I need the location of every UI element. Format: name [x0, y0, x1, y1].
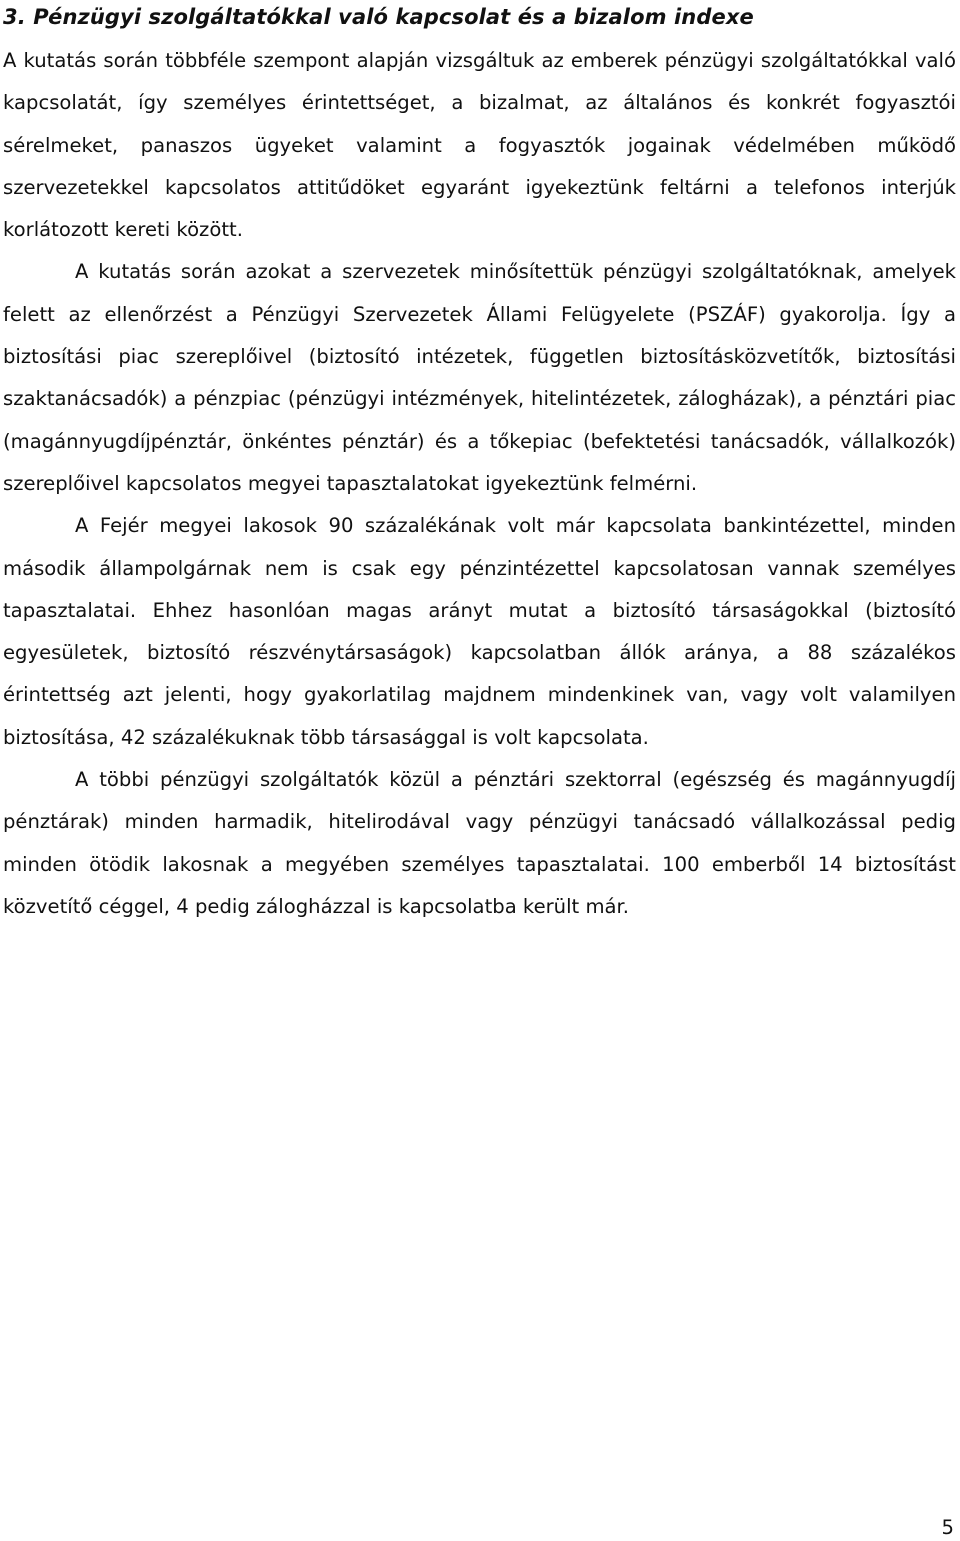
paragraph-intro: A kutatás során többféle szempont alapján vizsgáltuk az emberek pénzügyi szolgáltatókkal való kapcsolatát, így személyes érintettséget, a bizalmat, az általános és konkrét fogyasztói sérelmeket, panaszos ügyeket valamint a fogyasztók jogainak védelmében működő szervezetekkel kapcsolatos attitűdöket egyaránt igyekeztünk feltárni a telefonos interjúk korlátozott kereti között. [3, 49, 956, 242]
paragraph-financial-providers: A kutatás során azokat a szervezetek minősítettük pénzügyi szolgáltatóknak, amelyek felett az ellenőrzést a Pénzügyi Szervezetek Állami Felügyelete (PSZÁF) gyakorolja. Így a biztosítási piac szereplőivel (biztosító intézetek, független biztosításközvetítők, biztosítási szaktanácsadók) a pénzpiac (pénzügyi intézmények, hitelintézetek, zálogházak), a pénztári piac (magánnyugdíjpénztár, önkéntes pénztár) és a tőkepiac (befektetési tanácsadók, vállalkozók) szereplőivel kapcsolatos megyei tapasztalatokat igyekeztünk felmérni. [3, 260, 956, 495]
paragraph-other-providers: A többi pénzügyi szolgáltatók közül a pénztári szektorral (egészség és magánnyugdíj pénztárak) minden harmadik, hitelirodával vagy pénzügyi tanácsadó vállalkozással pedig minden ötödik lakosnak a megyében személyes tapasztalatai. 100 emberből 14 biztosítást közvetítő céggel, 4 pedig zálogházzal is kapcsolatba került már. [3, 768, 956, 918]
section-heading: 3. Pénzügyi szolgáltatókkal való kapcsolat és a bizalom indexe [3, 5, 754, 29]
page-number: 5 [941, 1516, 954, 1539]
paragraph-bank-insurance: A Fejér megyei lakosok 90 százalékának volt már kapcsolata bankintézettel, minden második állampolgárnak nem is csak egy pénzintézettel kapcsolatosan vannak személyes tapasztalatai. Ehhez hasonlóan magas arányt mutat a biztosító társaságokkal (biztosító egyesületek, biztosító részvénytársaságok) kapcsolatban állók aránya, a 88 százalékos érintettség azt jelenti, hogy gyakorlatilag majdnem mindenkinek van, vagy volt valamilyen biztosítása, 42 százalékuknak több társasággal is volt kapcsolata. [3, 514, 956, 749]
document-page [3, 0, 956, 928]
